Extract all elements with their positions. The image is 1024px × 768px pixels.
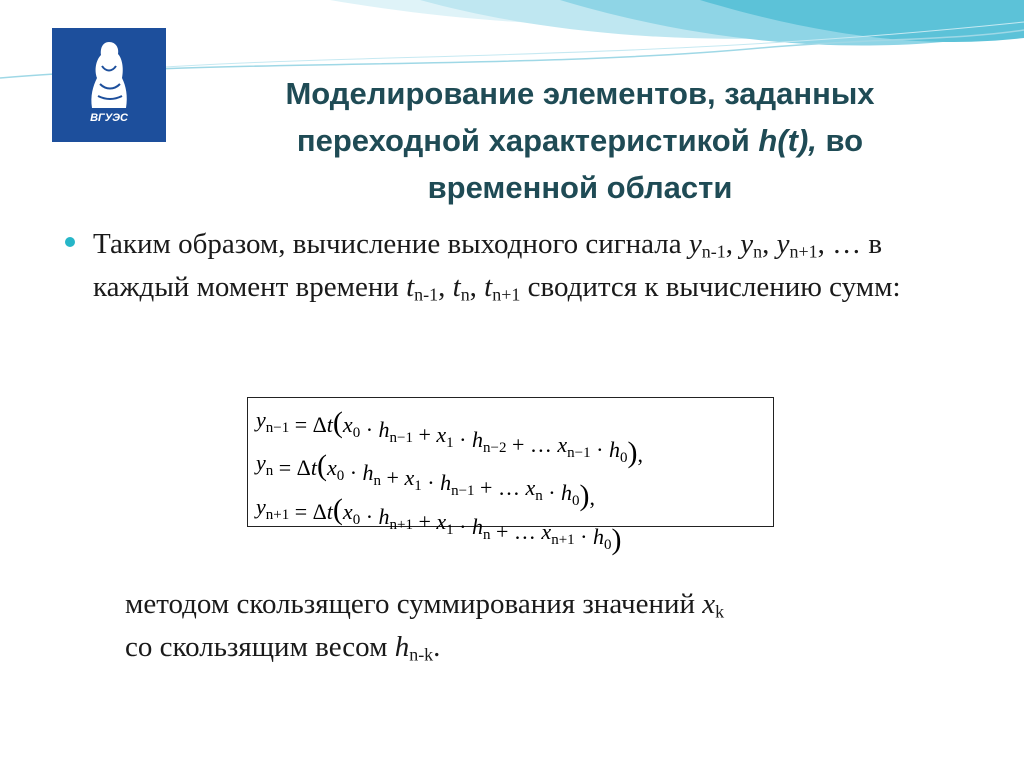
formula-subscript: 1 (446, 435, 454, 451)
formula-token: · (453, 427, 472, 452)
bullet-paragraph (93, 223, 973, 309)
conclusion-paragraph (125, 583, 985, 669)
formula-subscript: 1 (414, 478, 422, 494)
formula-token: t (326, 499, 333, 524)
formula-box (247, 397, 774, 556)
formula-subscript: n−1 (451, 483, 475, 499)
formula-token: x (342, 412, 353, 437)
var-t: t (484, 271, 493, 303)
formula-token: · (542, 480, 562, 505)
formula-subscript: 0 (619, 450, 628, 466)
formula-token: ( (316, 449, 327, 482)
formula-token: y (256, 494, 266, 519)
formula-subscript: 0 (336, 468, 345, 484)
formula-subscript: n+1 (265, 507, 290, 523)
formula-token: + (412, 422, 437, 447)
formula-token: h (608, 437, 620, 462)
formula-token: · (344, 460, 363, 485)
formula-subscript: n−2 (483, 440, 507, 456)
formula-subscript: 0 (572, 493, 580, 509)
formula-token: · (421, 470, 441, 495)
var-y-sub: n (753, 241, 763, 262)
formula-token: h (472, 427, 483, 452)
formula-equations (248, 398, 775, 556)
formula-token: t (310, 455, 317, 480)
formula-token: y (256, 407, 266, 432)
formula-token: ) (611, 523, 622, 556)
var-y: y (776, 228, 790, 260)
formula-subscript: 0 (603, 537, 612, 553)
formula-subscript: n+1 (389, 517, 413, 533)
bullet-text-2: , … в каждый момент времени (93, 228, 883, 303)
formula-token: , (589, 485, 596, 510)
var-y: y (688, 228, 702, 260)
formula-token: x (326, 455, 337, 480)
formula-token: = Δ (289, 499, 327, 524)
var-t: t (406, 271, 415, 303)
slide-title (180, 70, 980, 211)
formula-token: ) (579, 479, 590, 512)
comma: , (725, 228, 741, 260)
formula-token: x (436, 422, 447, 447)
title-line-2-pre: переходной характеристикой (296, 123, 759, 158)
bullet-text-3: сводится к вычислению сумм: (520, 271, 901, 303)
var-h: h (394, 631, 410, 663)
university-logo (52, 28, 166, 142)
formula-token: x (342, 499, 353, 524)
formula-token: + (381, 465, 405, 490)
var-x-sub: k (715, 601, 725, 622)
formula-token: · (590, 437, 609, 462)
var-y: y (740, 228, 754, 260)
formula-token: y (256, 450, 266, 475)
formula-subscript: n−1 (265, 420, 290, 436)
comma: , (438, 271, 453, 303)
formula-token: x (541, 519, 552, 544)
formula-token: h (592, 524, 604, 549)
formula-token: h (378, 504, 390, 529)
formula-token: ) (627, 436, 638, 469)
conclusion-text-1: методом скользящего суммирования значений (125, 588, 703, 620)
formula-subscript: n (265, 463, 274, 479)
formula-token: h (561, 480, 573, 505)
formula-subscript: n (535, 488, 543, 504)
formula-token: · (574, 524, 593, 549)
formula-token: h (440, 470, 452, 495)
formula-token: h (378, 417, 390, 442)
formula-token: = Δ (273, 455, 311, 480)
conclusion-text-2: со скользящим весом (125, 631, 395, 663)
formula-token: + … (474, 475, 526, 500)
formula-subscript: n−1 (567, 445, 591, 461)
formula-token: · (360, 504, 379, 529)
formula-token: x (525, 475, 536, 500)
formula-subscript: n (373, 473, 382, 489)
var-y-sub: n-1 (701, 241, 726, 262)
var-x: x (702, 588, 716, 620)
formula-token: · (360, 417, 379, 442)
formula-subscript: 0 (352, 512, 361, 528)
formula-token: + (412, 509, 437, 534)
formula-token: t (326, 412, 333, 437)
formula-subscript: n+1 (551, 532, 575, 548)
statue-icon (52, 28, 166, 142)
formula-subscript: 1 (446, 522, 454, 538)
formula-token: , (637, 442, 643, 467)
title-line-2-post: во (816, 123, 864, 158)
comma: , (469, 271, 485, 303)
formula-token: · (453, 514, 472, 539)
title-line-2-em: h(t), (758, 123, 817, 158)
title-line-1: Моделирование элементов, заданных (285, 76, 875, 111)
logo-text: ВГУЭС (90, 112, 128, 124)
formula-token: x (557, 432, 568, 457)
var-t-sub: n (460, 284, 470, 305)
formula-subscript: n (483, 527, 491, 543)
formula-token: + … (506, 432, 558, 457)
bullet-text-1: Таким образом, вычисление выходного сигнала (93, 228, 689, 260)
comma: , (762, 228, 777, 260)
title-line-3: временной области (427, 170, 733, 205)
formula-token: ( (332, 493, 343, 526)
formula-subscript: n−1 (389, 430, 413, 446)
formula-token: x (436, 509, 447, 534)
formula-token: h (362, 460, 374, 485)
formula-token: ( (332, 406, 343, 439)
formula-token: x (404, 465, 415, 490)
formula-token: h (472, 514, 483, 539)
formula-token: + … (490, 519, 542, 544)
var-t: t (452, 271, 461, 303)
formula-subscript: 0 (352, 425, 361, 441)
period: . (433, 631, 441, 663)
var-t-sub: n-1 (414, 284, 439, 305)
var-t-sub: n+1 (492, 284, 521, 305)
var-y-sub: n+1 (789, 241, 818, 262)
formula-token: = Δ (289, 412, 327, 437)
var-h-sub: n-k (409, 644, 434, 665)
bullet-dot-icon (65, 237, 75, 247)
